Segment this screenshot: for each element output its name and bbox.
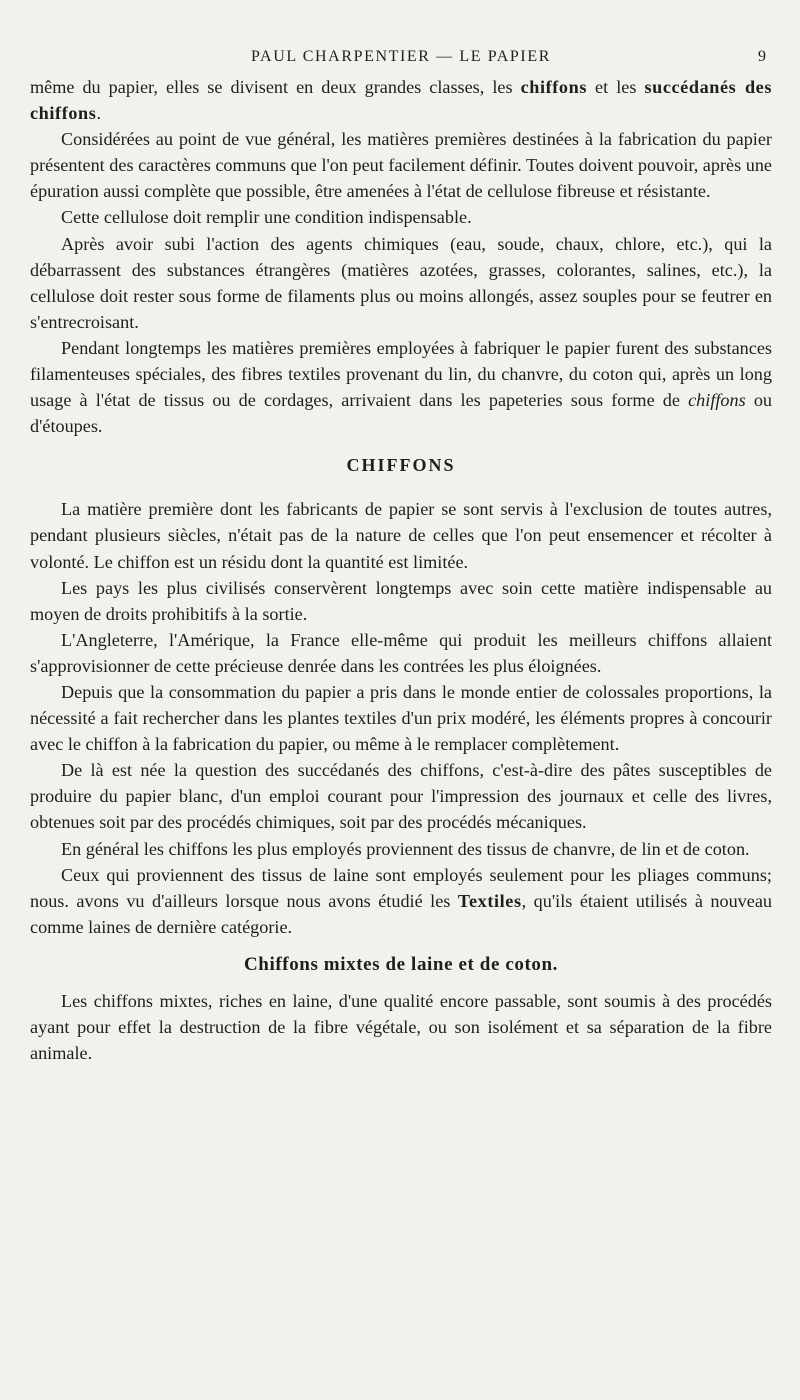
paragraph <box>30 335 772 439</box>
paragraph: De là est née la question des succédanés des chiffons, c'est-à-dire des pâtes susceptibles de produire du papier blanc, d'un emploi courant pour l'impression des journaux et celle des livres, obtenues soit par des procédés chimiques, soit par des procédés mécaniques. <box>30 760 772 833</box>
paragraph: Les pays les plus civilisés conservèrent longtemps avec soin cette matière indispensable au moyen de droits prohibitifs à la sortie. <box>30 577 772 624</box>
running-title: PAUL CHARPENTIER — LE PAPIER <box>251 48 551 65</box>
italic-term: chiffons <box>688 390 746 411</box>
paragraph: Depuis que la consommation du papier a pris dans le monde entier de colossales proportions, la nécessité a fait rechercher dans les plantes textiles d'un prix modéré, les éléments propres à concourir avec le chiffon à la fabrication du papier, ou même à le remplacer complètement. <box>30 681 772 755</box>
paragraph: Considérées au point de vue général, les matières premières destinées à la fabrication du papier présentent des caractères communs que l'on peut facilement définir. Toutes doivent pouvoir, après une épuration aussi complète que possible, être amenées à l'état de cellulose fibreuse et résistante. <box>30 129 772 202</box>
paragraph: En général les chiffons les plus employés proviennent des tissus de chanvre, de lin et de coton. <box>61 838 750 859</box>
paragraph: Cette cellulose doit remplir une condition indispensable. <box>61 207 472 228</box>
text-run: , qu'ils étaient utilisés à nouveau comme laines de dernière catégorie. <box>30 890 773 937</box>
bold-term-succedanes: succédanés des chiffons <box>30 77 773 124</box>
paragraph: La matière première dont les fabricants de papier se sont servis à l'exclusion de toutes autres, pendant plusieurs siècles, n'était pas de la nature de celles que l'on peut ensemencer et récolter à volonté. Le chiffon est un résidu dont la quantité est limitée. <box>30 499 772 572</box>
paragraph: Après avoir subi l'action des agents chimiques (eau, soude, chaux, chlore, etc.), qui la débarrassent des substances étrangères (matières azotées, grasses, colorantes, salines, etc.), la cellulose doit rester sous forme de filaments plus ou moins allongés, assez souples pour se feutrer en s'entrecroisant. <box>30 233 772 332</box>
section-heading-mixtes: Chiffons mixtes de laine et de coton. <box>243 953 559 975</box>
section-heading-chiffons: CHIFFONS <box>346 455 456 476</box>
text-run: Pendant longtemps les matières premières employées à fabriquer le papier furent des substances filamenteuses spéciales, des fibres textiles provenant du lin, du chanvre, du coton qui, après un long usage à l'état de tissus ou de cordages, arrivaient dans les papeteries sous forme de <box>30 337 772 411</box>
bold-term-textiles: Textiles <box>457 890 522 911</box>
page-number: 9 <box>758 48 766 65</box>
running-header <box>30 48 772 72</box>
text-run: ou d'étoupes. <box>30 390 773 437</box>
text-run: . <box>96 103 101 124</box>
bold-term-chiffons: chiffons <box>520 77 588 97</box>
paragraph: Les chiffons mixtes, riches en laine, d'une qualité encore passable, sont soumis à des procédés ayant pour effet la destruction de la fibre végétale, ou son isolément et sa séparation de la fibre animale. <box>30 990 772 1064</box>
paragraph <box>30 74 772 126</box>
text-run: et les <box>595 77 637 97</box>
paragraph: L'Angleterre, l'Amérique, la France elle-même qui produit les meilleurs chiffons allaient s'approvisionner de cette précieuse denrée dans les contrées les plus éloignées. <box>30 629 772 676</box>
text-run: Ceux qui proviennent des tissus de laine sont employés seulement pour les pliages communs; nous. avons vu d'ailleurs lorsque nous avons étudié les <box>30 864 772 911</box>
text-run: même du papier, elles se divisent en deux grandes classes, les <box>30 77 513 97</box>
paragraph <box>30 862 772 940</box>
